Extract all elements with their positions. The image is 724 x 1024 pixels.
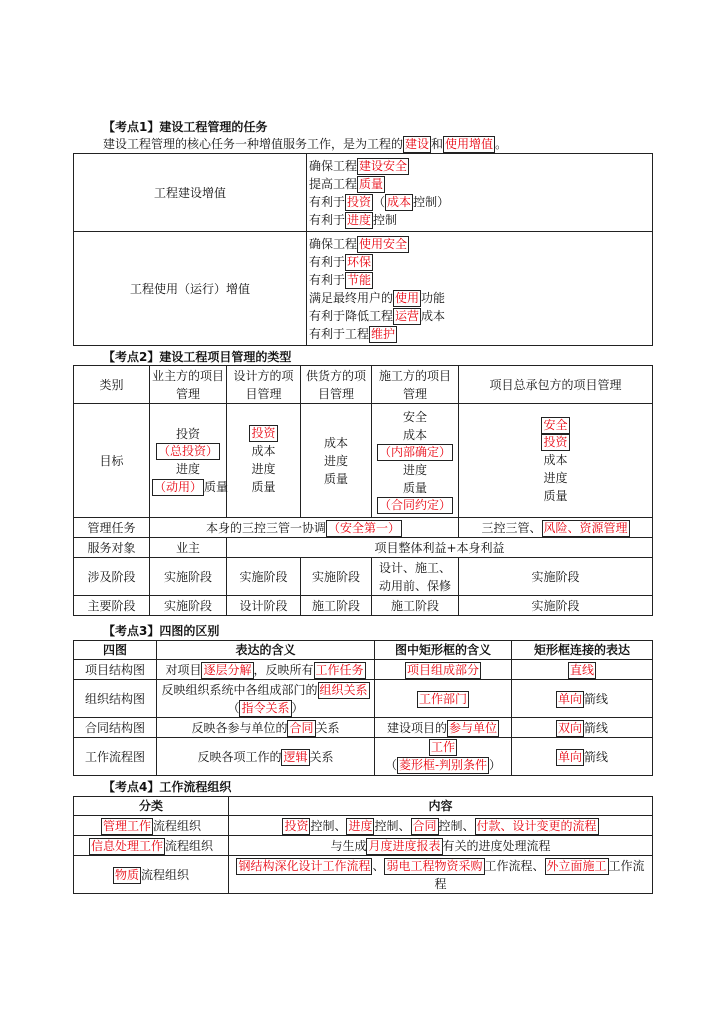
meaning-cell: 对项目 逐层分解 ，反映所有 工作任务 — [157, 660, 375, 680]
header-cell: 供货方的项目管理 — [301, 366, 372, 404]
cell: 实施阶段 — [227, 558, 301, 596]
link-cell: 双向 箭线 — [512, 718, 653, 738]
highlight: 质量 — [359, 176, 384, 191]
meaning-cell: 反映组织系统中各组成部门的 组织关系（ 指令关系 ） — [157, 680, 375, 718]
row-label: 目标 — [74, 404, 150, 518]
highlight: 单向 — [557, 691, 582, 706]
general-goals: 安全 投资 成本 进度 质量 — [459, 404, 653, 518]
content-cell: 投资 控制、 进度 控制、 合同 控制、 付款、设计变更的流程 — [229, 816, 653, 836]
highlight: 合同 — [289, 720, 314, 735]
highlight: 投资 — [251, 426, 276, 440]
highlight: 单向 — [557, 749, 582, 764]
table-row — [74, 596, 653, 616]
highlight: 运营 — [395, 308, 420, 323]
highlight: （总投资） — [157, 444, 218, 458]
highlight: 安全 — [543, 417, 568, 432]
highlight: 弱电工程物资采购 — [386, 858, 483, 873]
highlight: 维护 — [371, 326, 396, 341]
highlight: 指令关系 — [241, 700, 290, 715]
table-row — [74, 538, 653, 558]
category-cell: 信息处理工作 流程组织 — [74, 836, 229, 856]
header-cell: 图中矩形框的含义 — [375, 641, 512, 660]
header-cell: 施工方的项目管理 — [372, 366, 459, 404]
owner-goals: 投资 （总投资） 进度 （动用） 质量 — [150, 404, 227, 518]
box-cell: 工作 （ 菱形框-判别条件 ） — [375, 738, 512, 776]
header-cell: 项目总承包方的项目管理 — [459, 366, 653, 404]
section3-table — [73, 640, 653, 776]
table-row — [74, 660, 653, 680]
highlight: 组织关系 — [319, 682, 368, 697]
cell: 实施阶段 — [150, 558, 227, 596]
table-row — [74, 558, 653, 596]
highlight: 建设 — [405, 137, 430, 151]
header-cell: 设计方的项目管理 — [227, 366, 301, 404]
highlight: 信息处理工作 — [90, 838, 163, 853]
highlight: 投资 — [543, 434, 568, 449]
table-row — [74, 404, 653, 518]
cell: 设计阶段 — [227, 596, 301, 616]
construction-goals: 安全 成本 （内部确定） 进度 质量 （合同约定） — [372, 404, 459, 518]
row-label: 工作流程图 — [74, 738, 157, 776]
highlight: 参与单位 — [449, 720, 498, 735]
row-label: 组织结构图 — [74, 680, 157, 718]
highlight: 进度 — [347, 212, 372, 227]
section1-intro: 建设工程管理的核心任务一种增值服务工作，是为工程的 建设 和 使用增值 。 — [103, 137, 508, 151]
highlight: （安全第一） — [328, 520, 401, 535]
highlight: 进度 — [348, 818, 373, 833]
design-goals: 投资 成本 进度 质量 — [227, 404, 301, 518]
table-header-row — [74, 797, 653, 816]
row-label: 项目结构图 — [74, 660, 157, 680]
section3-heading: 【考点3】四图的区别 — [103, 624, 220, 638]
cell: 实施阶段 — [301, 558, 372, 596]
highlight: 物质 — [114, 867, 139, 882]
table-row — [74, 154, 653, 232]
row-label: 服务对象 — [74, 538, 150, 558]
table-row — [74, 738, 653, 776]
header-cell: 内容 — [229, 797, 653, 816]
category-cell: 物质 流程组织 — [74, 856, 229, 894]
table-row — [74, 836, 653, 856]
category-cell: 管理工作 流程组织 — [74, 816, 229, 836]
header-cell: 业主方的项目管理 — [150, 366, 227, 404]
highlight: 月度进度报表 — [368, 838, 441, 853]
content-cell: 钢结构深化设计工作流程 、 弱电工程物资采购 工作流程、 外立面施工 工作流程 — [229, 856, 653, 894]
highlight: 使用安全 — [359, 236, 408, 251]
table-row — [74, 232, 653, 346]
table-row — [74, 518, 653, 538]
box-cell: 建设项目的 参与单位 — [375, 718, 512, 738]
row-content: 确保工程 使用安全 有利于 环保 有利于 节能 满足最终用户的 使用 功能 有利于降低工程 运营 成本 有利于工程 维护 — [307, 232, 653, 346]
row-label: 工程使用（运行）增值 — [74, 232, 307, 346]
cell: 施工阶段 — [301, 596, 372, 616]
section1-table — [73, 153, 653, 346]
highlight: 环保 — [347, 254, 372, 269]
highlight: 直线 — [569, 662, 594, 677]
section4-heading: 【考点4】工作流程组织 — [103, 780, 232, 794]
serve-rest: 项目整体利益+本身利益 — [227, 538, 653, 558]
highlight: 合同 — [412, 818, 437, 833]
box-cell — [375, 660, 512, 680]
header-cell: 分类 — [74, 797, 229, 816]
cell: 实施阶段 — [459, 596, 653, 616]
serve-owner: 业主 — [150, 538, 227, 558]
highlight: （合同约定） — [378, 497, 451, 512]
link-cell — [512, 660, 653, 680]
highlight: 付款、设计变更的流程 — [476, 818, 597, 833]
task-cell: 本身的三控三管一协调 （安全第一） — [150, 518, 459, 538]
highlight: 外立面施工 — [546, 858, 607, 873]
cell: 实施阶段 — [459, 558, 653, 596]
highlight: 菱形框-判别条件 — [398, 758, 488, 772]
highlight: 双向 — [557, 720, 582, 735]
highlight: 工作任务 — [315, 662, 364, 677]
table-row — [74, 680, 653, 718]
section2-table — [73, 365, 653, 616]
row-label: 工程建设增值 — [74, 154, 307, 232]
section4-table — [73, 796, 653, 894]
table-header-row — [74, 366, 653, 404]
header-cell: 类别 — [74, 366, 150, 404]
highlight: 钢结构深化设计工作流程 — [238, 858, 371, 873]
table-row — [74, 718, 653, 738]
row-label: 管理任务 — [74, 518, 150, 538]
highlight: 投资 — [347, 194, 372, 209]
highlight: 风险、资源管理 — [543, 520, 628, 535]
link-cell: 单向 箭线 — [512, 738, 653, 776]
highlight: 项目组成部分 — [406, 662, 479, 677]
header-cell: 矩形框连接的表达 — [512, 641, 653, 660]
table-header-row — [74, 641, 653, 660]
highlight: 逻辑 — [283, 749, 308, 764]
section2-heading: 【考点2】建设工程项目管理的类型 — [103, 350, 292, 364]
highlight: 使用增值 — [445, 137, 494, 151]
highlight: 使用 — [395, 290, 420, 305]
cell: 实施阶段 — [150, 596, 227, 616]
meaning-cell: 反映各参与单位的 合同 关系 — [157, 718, 375, 738]
meaning-cell: 反映各项工作的 逻辑 关系 — [157, 738, 375, 776]
cell: 施工阶段 — [372, 596, 459, 616]
header-cell: 四图 — [74, 641, 157, 660]
row-label: 主要阶段 — [74, 596, 150, 616]
header-cell: 表达的含义 — [157, 641, 375, 660]
supply-goals: 成本 进度 质量 — [301, 404, 372, 518]
table-row — [74, 856, 653, 894]
content-cell: 与生成 月度进度报表 有关的进度处理流程 — [229, 836, 653, 856]
highlight: 建设安全 — [359, 158, 408, 173]
highlight: 工作部门 — [418, 691, 467, 706]
highlight: （动用） — [154, 480, 203, 494]
highlight: 工作 — [430, 740, 455, 754]
task-general-cell: 三控三管、 风险、资源管理 — [459, 518, 653, 538]
row-label: 涉及阶段 — [74, 558, 150, 596]
section1-heading: 【考点1】建设工程管理的任务 — [103, 120, 268, 134]
table-row — [74, 816, 653, 836]
highlight: 成本 — [387, 194, 412, 209]
highlight: 逐层分解 — [203, 662, 252, 677]
box-cell — [375, 680, 512, 718]
row-content: 确保工程 建设安全 提高工程 质量 有利于 投资 （ 成本 控制） 有利于 进度 控制 — [307, 154, 653, 232]
highlight: 节能 — [347, 272, 372, 287]
highlight: 管理工作 — [102, 818, 151, 833]
row-label: 合同结构图 — [74, 718, 157, 738]
highlight: 投资 — [284, 818, 309, 833]
link-cell: 单向 箭线 — [512, 680, 653, 718]
cell: 设计、施工、动用前、保修 — [372, 558, 459, 596]
highlight: （内部确定） — [378, 444, 451, 459]
